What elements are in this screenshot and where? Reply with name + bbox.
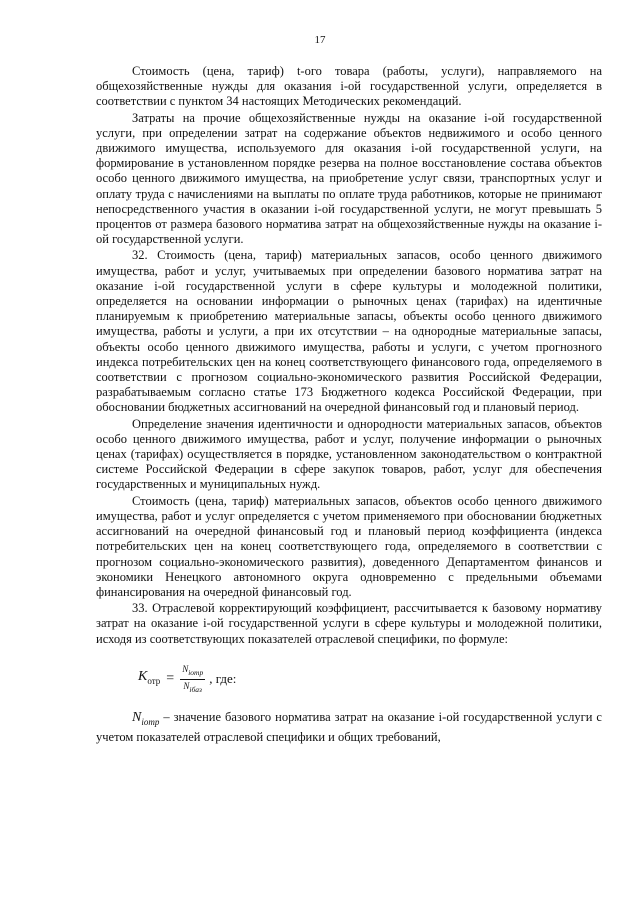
formula-fraction	[180, 664, 205, 695]
formula-tail: , где:	[209, 671, 237, 687]
formula-equals: =	[166, 671, 175, 687]
denominator-symbol: N	[183, 680, 190, 691]
paragraph-33: 33. Отраслевой корректирующий коэффициент, рассчитывается к базовому нормативу затрат на оказание i-ой государственной услуги в сфере культуры и молодежной политики, исходя из соответствующих показателей отраслевой специфики, по формуле:	[96, 601, 602, 646]
formula-lhs-subscript: отр	[147, 675, 161, 686]
definition-symbol	[132, 710, 160, 728]
paragraph-zatraty-prochie: Затраты на прочие общехозяйственные нужды на оказание i-ой государственной услуги, при определении затрат на содержание объектов недвижимого и особо ценного движимого имущества, используемого для оказания i-ой государственной услуги, на формирование в установленном порядке резерва на полное восстановление состава объектов особо ценного движимого имущества, на приобретение услуг связи, транспортных услуг и оплату труда с начислениями на выплаты по оплате труда работников, которые не принимают непосредственного участия в оказании i-ой государственной услуги, не могут превышать 5 процентов от размера базового норматива затрат на общехозяйственные нужды на оказание i-ой государственной услуги.	[96, 110, 602, 247]
formula-numerator	[180, 664, 205, 680]
document-body	[96, 64, 602, 746]
paragraph-stoimost-tovara: Стоимость (цена, тариф) t-ого товара (работы, услуги), направляемого на общехозяйственные нужды для оказания i-ой государственной услуги, определяется в соответствии с пунктом 34 настоящих Методических рекомендаций.	[96, 64, 602, 109]
formula-lhs-symbol: K	[138, 669, 148, 685]
formula-denominator	[181, 680, 204, 695]
paragraph-definition	[96, 710, 602, 745]
formula-k-otr	[138, 664, 602, 695]
numerator-symbol: N	[182, 663, 189, 674]
paragraph-identichnost: Определение значения идентичности и однородности материальных запасов, объектов особо ценного движимого имущества, работ и услуг, получение информации о рыночных ценах (тарифах) осуществляется в порядке, установленном законодательством о контрактной системе Российской Федерации в сфере закупок товаров, работ, услуг для обеспечения государственных и муниципальных нужд.	[96, 416, 602, 492]
page-number: 17	[314, 34, 326, 46]
formula-lhs	[138, 669, 160, 689]
paragraph-32: 32. Стоимость (цена, тариф) материальных запасов, особо ценного движимого имущества, работ и услуг, учитываемых при определении базового норматива затрат на оказание i-ой государственной услуги в сфере культуры и молодежной политики, определяется на основании информации о рыночных ценах (тарифах) на идентичные планируемым к приобретению материальные запасы, объекты особо ценного движимого имущества, работы и услуги, а при их отсутствии – на однородные материальные запасы, объекты особо ценного движимого имущества, работы и услуги, с учетом прогнозного индекса потребительских цен на конец соответствующего финансового года, определяемого в соответствии с прогнозом социально-экономического развития Российской Федерации, разрабатываемым согласно статье 173 Бюджетного кодекса Российской Федерации, при обосновании бюджетных ассигнований на очередной финансовый год и плановый период.	[96, 248, 602, 415]
definition-symbol-subscript: iотр	[141, 717, 160, 728]
numerator-subscript: iотр	[188, 667, 204, 677]
denominator-subscript: iбаз	[189, 684, 202, 694]
definition-symbol-letter: N	[132, 710, 142, 726]
paragraph-koefficient: Стоимость (цена, тариф) материальных запасов, объектов особо ценного движимого имущества, работ и услуг определяется с учетом применяемого при обосновании бюджетных ассигнований на очередной финансовый год и плановый период коэффициента (индекса потребительских цен на конец соответствующего года, определяемого в соответствии с прогнозом социально-экономического развития), доведенного Департаментом финансов и экономики Ненецкого автономного округа одновременно с предельными объемами финансирования на очередной финансовый год.	[96, 493, 602, 599]
definition-text: – значение базового норматива затрат на оказание i-ой государственной услуги с учетом показателей отраслевой специфики и общих требований,	[96, 710, 602, 745]
